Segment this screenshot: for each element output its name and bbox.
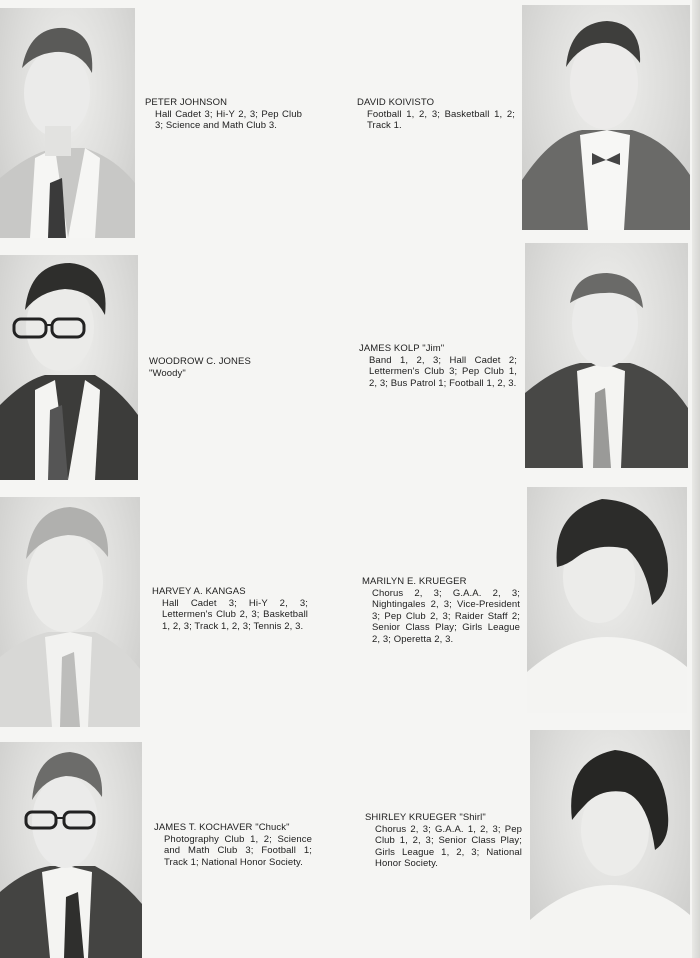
student-activities: Chorus 2, 3; G.A.A. 1, 2, 3; Pep Club 1, 2, 3; Senior Class Play; Girls League 1, 2, 3; National Honor Society. bbox=[375, 823, 522, 869]
page-edge bbox=[692, 0, 700, 958]
student-name: JAMES T. KOCHAVER "Chuck" bbox=[154, 822, 290, 833]
portrait-woodrow-jones bbox=[0, 255, 138, 480]
student-activities: Chorus 2, 3; G.A.A. 2, 3; Nightingales 2, 3; Vice-President 3; Pep Club 2, 3; Raider Staff 2; Senior Class Play; Girls League 2, 3; Operetta 2, 3. bbox=[372, 587, 520, 645]
bio-james-kolp bbox=[359, 343, 517, 389]
student-activities: Football 1, 2, 3; Basketball 1, 2; Track 1. bbox=[367, 108, 515, 131]
student-activities: Hall Cadet 3; Hi-Y 2, 3; Pep Club 3; Science and Math Club 3. bbox=[155, 108, 302, 131]
portrait-harvey-kangas bbox=[0, 497, 140, 727]
portrait-james-kochaver bbox=[0, 742, 142, 958]
portrait-james-kolp bbox=[525, 243, 688, 468]
student-name: SHIRLEY KRUEGER "Shirl" bbox=[365, 812, 486, 823]
portrait-marilyn-krueger bbox=[527, 487, 687, 713]
bio-peter-johnson bbox=[145, 97, 302, 132]
student-name: MARILYN E. KRUEGER bbox=[362, 576, 467, 587]
bio-woodrow-jones bbox=[149, 356, 309, 379]
bio-shirley-krueger bbox=[365, 812, 522, 870]
bio-david-koivisto bbox=[357, 97, 515, 132]
student-name: WOODROW C. JONES bbox=[149, 356, 251, 367]
bio-james-kochaver bbox=[154, 822, 312, 868]
student-activities: Photography Club 1, 2; Science and Math Club 3; Football 1; Track 1; National Honor Society. bbox=[164, 833, 312, 868]
portrait-shirley-krueger bbox=[530, 730, 690, 958]
student-nickname: "Woody" bbox=[149, 367, 186, 379]
student-name: HARVEY A. KANGAS bbox=[152, 586, 246, 597]
student-activities: Band 1, 2, 3; Hall Cadet 2; Lettermen's Club 3; Pep Club 1, 2, 3; Bus Patrol 1; Football 1, 2, 3. bbox=[369, 354, 517, 389]
student-name: PETER JOHNSON bbox=[145, 97, 228, 108]
bio-harvey-kangas bbox=[152, 586, 308, 632]
bio-marilyn-krueger bbox=[362, 576, 520, 645]
student-name: DAVID KOIVISTO bbox=[357, 97, 435, 108]
student-activities: Hall Cadet 3; Hi-Y 2, 3; Lettermen's Club 2, 3; Basketball 1, 2, 3; Track 1, 2, 3; Tennis 2, 3. bbox=[162, 597, 308, 632]
portrait-david-koivisto bbox=[522, 5, 690, 230]
student-name: JAMES KOLP "Jim" bbox=[359, 343, 445, 354]
portrait-peter-johnson bbox=[0, 8, 135, 238]
